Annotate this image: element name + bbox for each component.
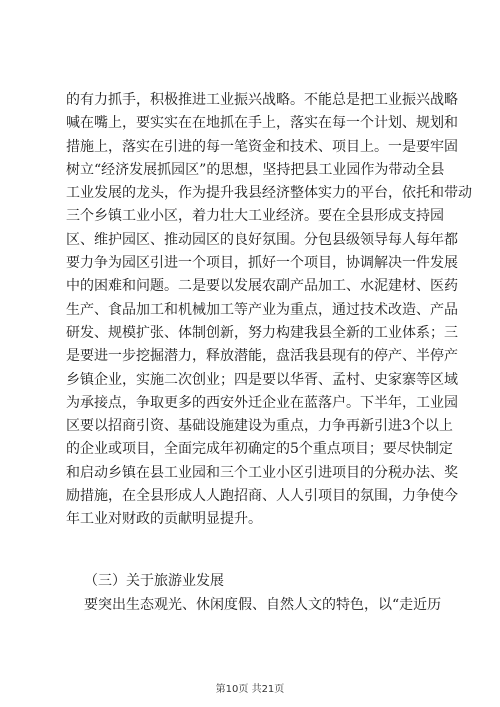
paragraph-line: 措施上，落实在引进的每一笔资金和技术、项目上。一是要牢固 — [66, 138, 458, 155]
paragraph-line: 励措施，在全县形成人人跑招商、人人引项目的氛围，力争使今 — [66, 488, 458, 505]
paragraph-line: 年工业对财政的贡献明显提升。 — [66, 511, 262, 528]
paragraph-line: 和启动乡镇在县工业园和三个工业小区引进项目的分税办法、奖 — [66, 464, 458, 481]
paragraph-line: 喊在嘴上，要实实在在地抓在手上，落实在每一个计划、规划和 — [66, 115, 458, 132]
paragraph-line: 工业发展的龙头，作为提升我县经济整体实力的平台，依托和带动 — [66, 185, 472, 202]
paragraph-line: 三个乡镇工业小区，着力壮大工业经济。要在全县形成支持园 — [66, 208, 444, 225]
paragraph-line: 乡镇企业，实施二次创业；四是要以华胥、孟村、史家寨等区域 — [66, 371, 458, 388]
paragraph-line: 的有力抓手，积极推进工业振兴战略。不能总是把工业振兴战略 — [66, 92, 458, 108]
paragraph-line: 是要进一步挖掘潜力，释放潜能，盘活我县现有的停产、半停产 — [66, 348, 458, 365]
paragraph-line: 要突出生态观光、休闲度假、自然人文的特色，以“走近历 — [84, 597, 442, 613]
paragraph-line: 要力争为园区引进一个项目，抓好一个项目，协调解决一件发展 — [66, 255, 458, 272]
next-paragraph — [66, 594, 442, 617]
paragraph-line: 生产、食品加工和机械加工等产业为重点，通过技术改造、产品 — [66, 301, 458, 318]
section-heading: （三）关于旅游业发展 — [84, 573, 224, 589]
paragraph-line: 研发、规模扩张、体制创新，努力构建我县全新的工业体系；三 — [66, 324, 458, 341]
paragraph-line: 树立“经济发展抓园区”的思想，坚持把县工业园作为带动全县 — [66, 161, 445, 178]
paragraph-line: 的企业或项目，全面完成年初确定的5个重点项目；要尽快制定 — [66, 441, 453, 458]
body-paragraph — [66, 89, 472, 532]
paragraph-line: 中的困难和问题。二是要以发展农副产品加工、水泥建材、医药 — [66, 278, 458, 295]
paragraph-line: 为承接点，争取更多的西安外迁企业在蓝落户。下半年，工业园 — [66, 394, 458, 411]
paragraph-line: 区、维护园区、推动园区的良好氛围。分包县级领导每人每年都 — [66, 231, 458, 248]
paragraph-line: 区要以招商引资、基础设施建设为重点，力争再新引进3个以上 — [66, 418, 453, 435]
page-number-footer: 第10页 共21页 — [215, 684, 285, 695]
